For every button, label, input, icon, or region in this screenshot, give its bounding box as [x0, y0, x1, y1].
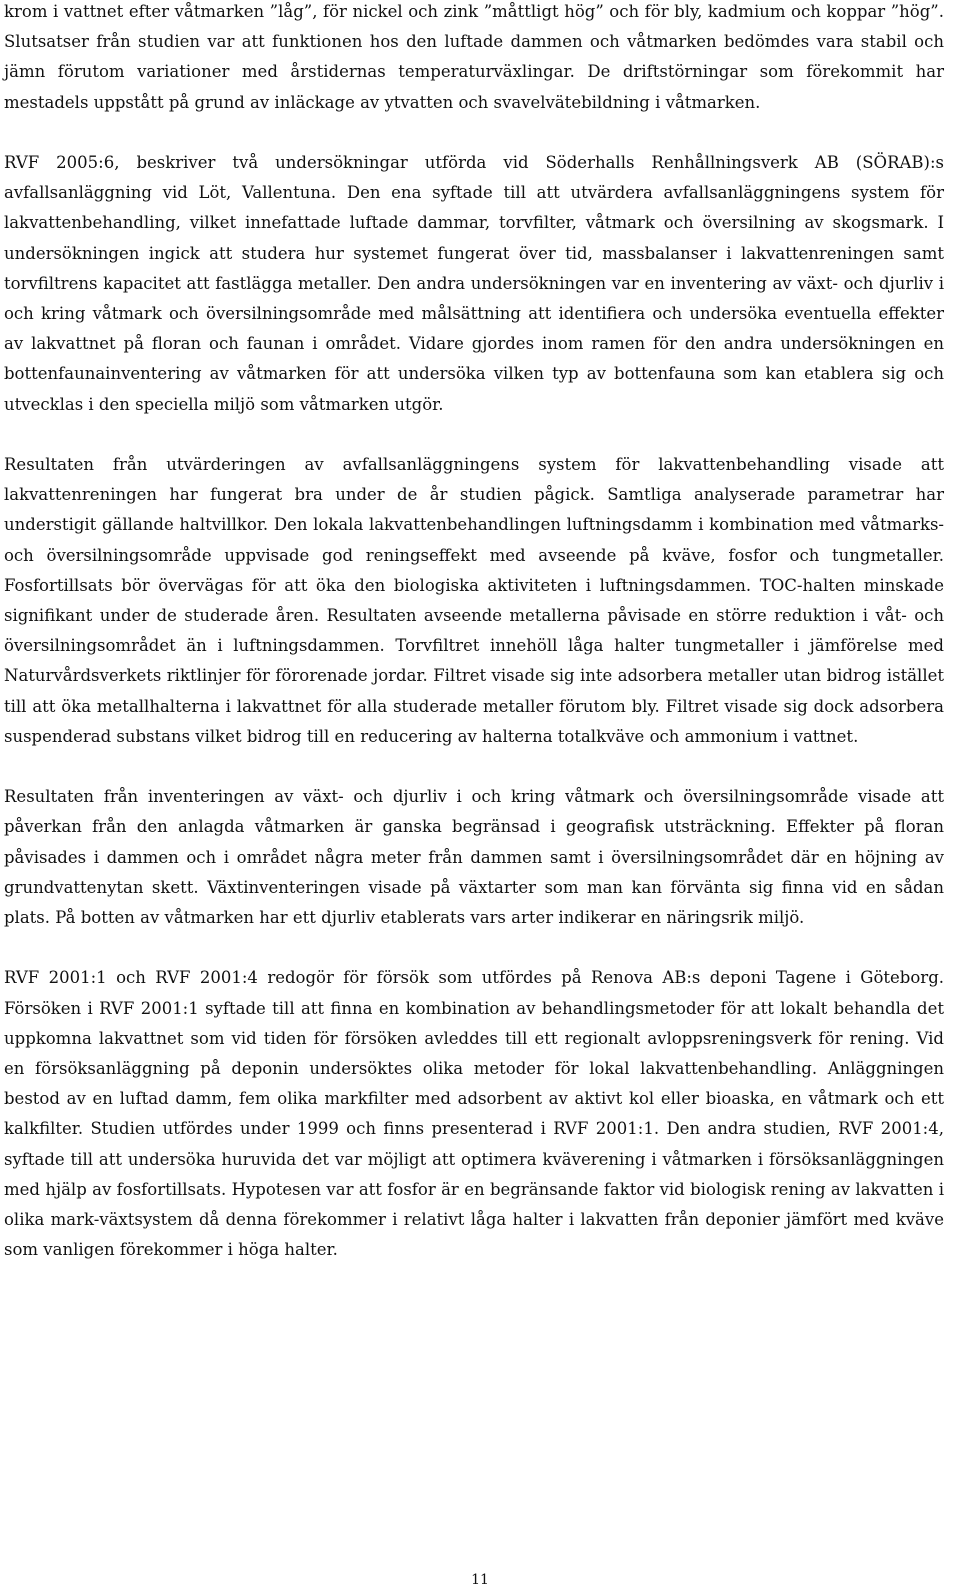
- paragraph-metal-results: krom i vattnet efter våtmarken ”låg”, för nickel och zink ”måttligt hög” och för bly, kadmium och koppar ”hög”. Slutsatser från studien var att funktionen hos den luftade dammen och våtmarken bedömdes vara stabil och jämn förutom variationer med årstidernas temperaturväxlingar. De driftstörningar som förekommit har mestadels uppstått på grund av inläckage av ytvatten och svavelvätebildning i våtmarken.: [4, 2, 944, 112]
- paragraph-leachate-treatment-results: Resultaten från utvärderingen av avfallsanläggningens system för lakvattenbehandling visade att lakvattenreningen har fungerat bra under de år studien pågick. Samtliga analyserade parametrar har understigit gällande haltvillkor. Den lokala lakvattenbehandlingen luftningsdamm i kombination med våtmarks- och översilningsområde uppvisade god reningseffekt med avseende på kväve, fosfor och tungmetaller. Fosfortillsats bör övervägas för att öka den biologiska aktiviteten i luftningsdammen. TOC-halten minskade signifikant under de studerade åren. Resultaten avseende metallerna påvisade en större reduktion i våt- och översilningsområdet än i luftningsdammen. Torvfiltret innehöll låga halter tungmetaller i jämförelse med Naturvårdsverkets riktlinjer för förorenade jordar. Filtret visade sig inte adsorbera metaller utan bidrog istället till att öka metallhalterna i lakvattnet för alla studerade metaller förutom bly. Filtret visade sig dock adsorbera suspenderad substans vilket bidrog till en reducering av halterna totalkväve och ammonium i vattnet.: [4, 455, 944, 746]
- paragraph-rvf-2001-studies: RVF 2001:1 och RVF 2001:4 redogör för försök som utfördes på Renova AB:s deponi Tagene i Göteborg. Försöken i RVF 2001:1 syftade till att finna en kombination av behandlingsmetoder för att lokalt behandla det uppkomna lakvattnet som vid tiden för försöken avleddes till ett regionalt avloppsreningsverk för rening. Vid en försöksanläggning på deponin undersöktes olika metoder för lokal lakvattenbehandling. Anläggningen bestod av en luftad damm, fem olika markfilter med adsorbent av aktivt kol eller bioaska, en våtmark och ett kalkfilter. Studien utfördes under 1999 och finns presenterad i RVF 2001:1. Den andra studien, RVF 2001:4, syftade till att undersöka huruvida det var möjligt att optimera kväverening i våtmarken i försöksanläggningen med hjälp av fosfortillsats. Hypotesen var att fosfor är en begränsande faktor vid biologisk rening av lakvatten i olika mark-växtsystem då denna förekommer i relativt låga halter i lakvatten från deponier jämfört med kväve som vanligen förekommer i höga halter.: [4, 968, 944, 1260]
- paragraph-rvf-2005-6-intro: RVF 2005:6, beskriver två undersökningar utförda vid Söderhalls Renhållningsverk AB (SÖRAB):s avfallsanläggning vid Löt, Vallentuna. Den ena syftade till att utvärdera avfallsanläggningens system för lakvattenbehandling, vilket innefattade luftade dammar, torvfilter, våtmark och översilning av skogsmark. I undersökningen ingick att studera hur systemet fungerat över tid, massbalanser i lakvattenreningen samt torvfiltrens kapacitet att fastlägga metaller. Den andra undersökningen var en inventering av växt- och djurliv i och kring våtmark och översilningsområde med målsättning att identifiera och undersöka eventuella effekter av lakvattnet på floran och faunan i området. Vidare gjordes inom ramen för den andra undersökningen en bottenfaunainventering av våtmarken för att undersöka vilken typ av bottenfauna som kan etablera sig och utvecklas i den speciella miljö som våtmarken utgör.: [4, 153, 944, 414]
- paragraph-flora-fauna-results: Resultaten från inventeringen av växt- och djurliv i och kring våtmark och översilningsområde visade att påverkan från den anlagda våtmarken är ganska begränsad i geografisk utsträckning. Effekter på floran påvisades i dammen och i området några meter från dammen samt i översilningsområdet där en höjning av grundvattenytan skett. Växtinventeringen visade på växtarter som man kan förvänta sig finna vid en sådan plats. På botten av våtmarken har ett djurliv etablerats vars arter indikerar en näringsrik miljö.: [4, 787, 944, 928]
- page-number: 11: [471, 1572, 489, 1588]
